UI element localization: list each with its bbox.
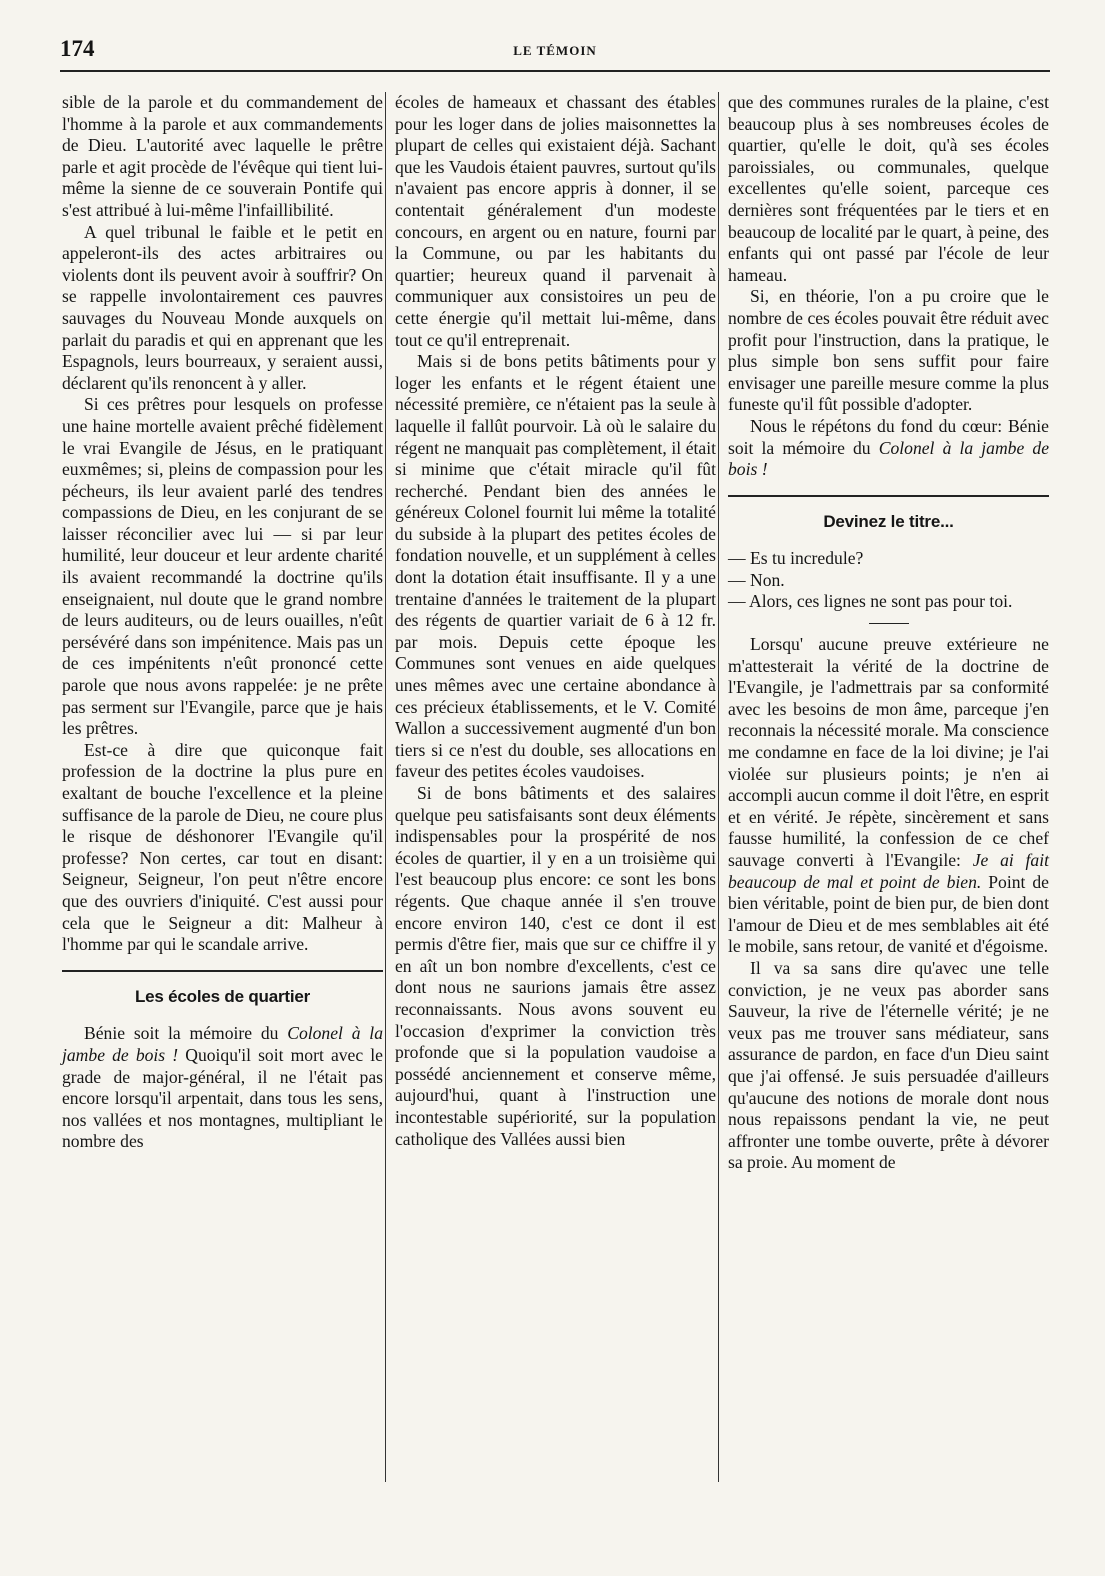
dialog-line: — Alors, ces lignes ne sont pas pour toi. [728,591,1013,612]
paragraph: Il va sa sans dire qu'avec une telle conviction, je ne veux pas aborder sans Sauveur, la rive de l'éternelle vérité; je ne veux pas me trouver sans médiateur, sans assurance de pardon, en face d'un Dieu saint que j'ai offensé. Je suis persuadée d'ailleurs qu'aucune des notions de morale dont nous nous repaissons pendant la vie, ne peut affronter une tombe ouverte, prête à dévorer sa proie. Au moment de [728,957,1049,1173]
page-number: 174 [60,36,95,61]
paragraph: Si de bons bâtiments et des salaires quelque peu satisfaisants sont deux éléments indispensables pour la prospérité de nos écoles de quartier, il y en a un troisième qui l'est beaucoup plus encore: ce sont les bons régents. Que chaque année il s'en trouve encore environ 140, c'est ce dont il est permis d'être fier, mais que sur ce chiffre il y en aît un bon nombre d'excellents, c'est ce dont nous ne saurions jamais être assez reconnaissants. Nous avons souvent eu l'occasion d'exprimer la conviction très profonde que si la population vaudoise a possédé anciennement et conserve même, aujourd'hui, quant à l'instruction une incontestable supériorité, sur la population catholique des Vallées aussi bien [395,783,716,1149]
paragraph: A quel tribunal le faible et le petit en appeleront-ils des actes arbitraires ou violents dont ils peuvent avoir à souffrir? On se rappelle involontairement ces pauvres sauvages du Nouveau Monde auxquels on parlait du paradis et qui en apprenant que les Espagnols, leurs bourreaux, y seraient aussi, déclarent qu'ils renoncent à y aller. [62,221,383,393]
paragraph: Bénie soit la mémoire du Colonel à la jambe de bois ! Quoiqu'il soit mort avec le grade de major-général, il ne l'était pas encore lorsqu'il arpentait, dans tous les sens, nos vallées et nos montagnes, multipliant le nombre des [62,1023,383,1152]
column-divider [718,92,719,1482]
header-rule [60,70,1050,72]
column-3 [728,92,1049,1174]
paragraph: Est-ce à dire que quiconque fait profession de la doctrine la plus pure en exaltant de bouche l'excellence et la pleine suffisance de la parole de Dieu, ne coure plus le risque de déshonorer l'Evangile qu'il professe? Non certes, car tout en disant: Seigneur, Seigneur, l'on peut n'être encore que des ouvriers d'iniquité. C'est aussi pour cela que le Seigneur a dit: Malheur à l'homme par qui le scandale arrive. [62,739,383,955]
paragraph: Lorsqu' aucune preuve extérieure ne m'attesterait la vérité de la doctrine de l'Evangile, je l'admettrais par sa conformité avec les besoins de mon âme, parceque j'en reconnais la nécessité morale. Ma conscience me condamne en face de la loi divine; je l'ai violée sur plusieurs points; je n'en ai accompli aucun comme il doit l'être, en esprit et en vérité. Je répète, sincèrement et sans fausse humilité, la confession de ce chef sauvage converti à l'Evangile: Je ai fait beaucoup de mal et point de bien. Point de bien véritable, point de bien pur, de bien dont l'amour de Dieu et de mes semblables ait été le mobile, sans retour, de vanité et d'égoisme. [728,634,1049,957]
paragraph: que des communes rurales de la plaine, c'est beaucoup plus à ses nombreuses écoles de quartier, qu'elle le doit, qu'à ses écoles paroissiales, ou communales, quelque excellentes qu'elle soient, parceque ces dernières sont fréquentées par le tiers et en beaucoup de localité par le quart, à peine, des enfants qui ont passé par l'école de leur hameau. [728,92,1049,285]
journal-title: LE TÉMOIN [513,43,597,58]
paragraph: écoles de hameaux et chassant des étables pour les loger dans de jolies maisonnettes la plupart de celles qui existaient déjà. Sachant que les Vaudois étaient pauvres, surtout qu'ils n'avaient pas encore appris à donner, il se contentait généralement d'un modeste concours, en argent ou en nature, fourni par la Commune, ou par les habitants du quartier; heureux quand il parvenait à communiquer aux consistoires un peu de cette énergie qu'il mettait lui-même, dans tout ce qu'il entreprenait. [395,92,716,350]
paragraph: Nous le répétons du fond du cœur: Bénie soit la mémoire du Colonel à la jambe de bois ! [728,415,1050,480]
dialog-line: — Es tu incredule? [728,548,864,569]
section-title: Devinez le titre... [823,511,954,531]
column-divider [385,92,386,1482]
paragraph: sible de la parole et du commandement de l'homme à la parole et aux commandements de Dieu. L'autorité avec laquelle le prêtre parle et agit procède de l'évêque qui tient lui-même la sienne de ce souverain Pontife qui s'est attribué à lui-même l'infaillibilité. [62,92,383,220]
section-rule [728,495,1049,497]
page-header [60,36,1050,64]
paragraph: Mais si de bons petits bâtiments pour y loger les enfants et le régent étaient une nécessité première, ce n'étaient pas la seule à laquelle il fallût pourvoir. Là où le salaire du régent ne manquait pas complètement, il était si minime que c'était miracle qu'il fût recherché. Pendant bien des années le généreux Colonel fournit lui même la totalité du subside à la plupart des petites écoles de fondation nouvelle, et un supplément à celles dont la dotation était insuffisante. Il y a une trentaine d'années le traitement de la plupart des régents de quartier variait de 6 à 12 fr. par mois. Depuis cette époque les Communes sont venues en aide quelques unes mêmes avec une certaine abondance à ces précieux établissements, et le V. Comité Wallon a successivement augmenté d'un bon tiers si ce n'est du double, ses allocations en faveur des petites écoles vaudoises. [395,351,716,782]
section-title: Les écoles de quartier [134,986,311,1006]
column-1 [62,92,383,1153]
dialog-line: — Non. [728,569,785,590]
short-rule [869,623,909,624]
section-rule [62,970,383,972]
column-2 [395,92,716,1150]
paragraph: Si ces prêtres pour lesquels on professe une haine mortelle avaient prêché fidèlement le vrai Evangile de Jésus, en le pratiquant euxmêmes; si, pleins de compassion pour les pécheurs, ils leur avaient parlé des tendres compassions de Dieu, en les conjurant de se laisser réconcilier avec lui — si par leur humilité, leur douceur et leur ardente charité ils avaient recommandé la doctrine qu'ils enseignaient, nul doute que le grand nombre de leurs auditeurs, ou de leurs ouailles, n'eût persévéré dans son impénitence. Mais pas un de ces impénitents n'eût prononcé cette parole que nous avons rappelée: je ne prête pas serment sur l'Evangile, parce que je hais les prêtres. [62,394,383,739]
paragraph: Si, en théorie, l'on a pu croire que le nombre de ces écoles pouvait être réduit avec profit pour l'instruction, dans la pratique, le plus simple bon sens suffit pour faire envisager une pareille mesure comme la plus funeste qu'il fût possible d'adopter. [728,286,1049,415]
